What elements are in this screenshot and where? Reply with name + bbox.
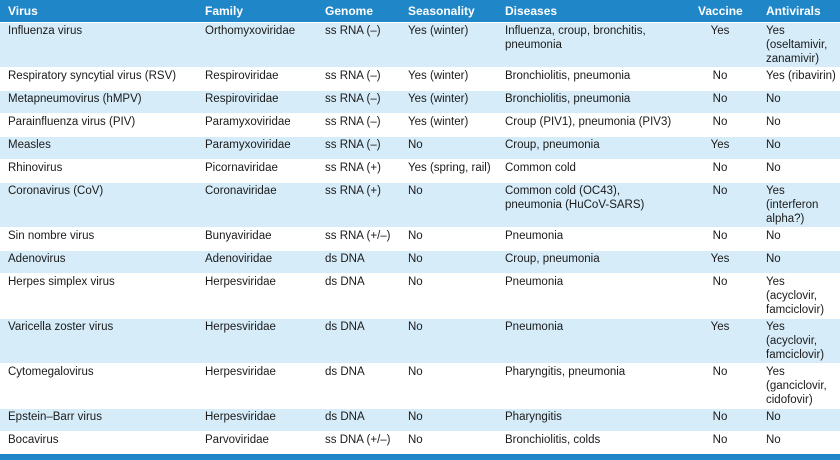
cell-genome: ds DNA [317,274,400,319]
cell-genome: ss RNA (+) [317,160,400,183]
cell-genome: ss RNA (–) [317,68,400,91]
table-row [0,228,840,251]
table-header [0,0,840,23]
cell-antivirals: No [758,409,840,432]
cell-genome: ds DNA [317,364,400,409]
cell-antivirals: No [758,228,840,251]
cell-antivirals: No [758,432,840,455]
cell-genome: ds DNA [317,409,400,432]
cell-vaccine: Yes [690,23,758,68]
cell-antivirals: Yes (interferon alpha?) [758,183,840,228]
cell-seasonality: Yes (winter) [400,114,497,137]
cell-diseases: Croup, pneumonia [497,251,690,274]
cell-diseases: Bronchiolitis, colds [497,432,690,455]
cell-seasonality: No [400,137,497,160]
cell-antivirals: No [758,137,840,160]
cell-seasonality: Yes (winter) [400,23,497,68]
table-row [0,68,840,91]
table-row [0,432,840,455]
cell-diseases: Common cold (OC43), pneumonia (HuCoV-SARS) [497,183,690,228]
cell-genome: ds DNA [317,319,400,364]
table-bottom-rule [0,454,840,460]
cell-vaccine: Yes [690,251,758,274]
cell-seasonality: No [400,251,497,274]
table-row [0,274,840,319]
cell-seasonality: No [400,364,497,409]
cell-family: Herpesviridae [197,409,317,432]
cell-seasonality: No [400,319,497,364]
cell-family: Coronaviridae [197,183,317,228]
cell-virus: Bocavirus [0,432,197,455]
cell-vaccine: No [690,432,758,455]
table-row [0,319,840,364]
cell-virus: Herpes simplex virus [0,274,197,319]
cell-genome: ss RNA (–) [317,114,400,137]
cell-diseases: Croup (PIV1), pneumonia (PIV3) [497,114,690,137]
table-row [0,183,840,228]
cell-virus: Measles [0,137,197,160]
header-seasonality: Seasonality [400,0,497,23]
cell-virus: Influenza virus [0,23,197,68]
cell-diseases: Bronchiolitis, pneumonia [497,91,690,114]
header-vaccine: Vaccine [690,0,758,23]
table-row [0,23,840,68]
cell-antivirals: No [758,251,840,274]
table-row [0,91,840,114]
cell-genome: ss RNA (+/–) [317,228,400,251]
table-body [0,23,840,455]
cell-seasonality: No [400,274,497,319]
cell-seasonality: No [400,228,497,251]
cell-diseases: Pharyngitis [497,409,690,432]
cell-family: Paramyxoviridae [197,137,317,160]
cell-vaccine: No [690,68,758,91]
cell-family: Bunyaviridae [197,228,317,251]
cell-seasonality: Yes (winter) [400,68,497,91]
cell-genome: ss RNA (–) [317,137,400,160]
cell-family: Respiroviridae [197,91,317,114]
header-antivirals: Antivirals [758,0,840,23]
cell-antivirals: No [758,160,840,183]
table-row [0,251,840,274]
cell-antivirals: Yes (ganciclovir, cidofovir) [758,364,840,409]
cell-diseases: Pneumonia [497,274,690,319]
cell-vaccine: Yes [690,137,758,160]
cell-family: Herpesviridae [197,364,317,409]
table-row [0,137,840,160]
cell-antivirals: Yes (ribavirin) [758,68,840,91]
cell-vaccine: No [690,364,758,409]
cell-seasonality: No [400,409,497,432]
cell-virus: Respiratory syncytial virus (RSV) [0,68,197,91]
cell-vaccine: No [690,274,758,319]
cell-seasonality: Yes (spring, rail) [400,160,497,183]
cell-virus: Metapneumovirus (hMPV) [0,91,197,114]
cell-vaccine: No [690,228,758,251]
cell-virus: Parainfluenza virus (PIV) [0,114,197,137]
cell-diseases: Influenza, croup, bronchitis, pneumonia [497,23,690,68]
cell-family: Picornaviridae [197,160,317,183]
cell-family: Respiroviridae [197,68,317,91]
cell-diseases: Common cold [497,160,690,183]
cell-genome: ss RNA (–) [317,91,400,114]
cell-vaccine: No [690,183,758,228]
header-family: Family [197,0,317,23]
cell-seasonality: Yes (winter) [400,91,497,114]
header-genome: Genome [317,0,400,23]
cell-genome: ss RNA (–) [317,23,400,68]
cell-family: Adenoviridae [197,251,317,274]
cell-antivirals: Yes (acyclovir, famciclovir) [758,274,840,319]
cell-vaccine: Yes [690,319,758,364]
cell-diseases: Croup, pneumonia [497,137,690,160]
cell-antivirals: No [758,114,840,137]
cell-seasonality: No [400,183,497,228]
cell-diseases: Pneumonia [497,319,690,364]
cell-diseases: Pneumonia [497,228,690,251]
cell-genome: ss DNA (+/–) [317,432,400,455]
cell-family: Parvoviridae [197,432,317,455]
cell-virus: Adenovirus [0,251,197,274]
header-row [0,0,840,23]
cell-genome: ss RNA (+) [317,183,400,228]
cell-vaccine: No [690,160,758,183]
cell-vaccine: No [690,114,758,137]
cell-family: Paramyxoviridae [197,114,317,137]
table-row [0,160,840,183]
cell-family: Orthomyxoviridae [197,23,317,68]
cell-genome: ds DNA [317,251,400,274]
cell-antivirals: Yes (acyclovir, famciclovir) [758,319,840,364]
cell-vaccine: No [690,91,758,114]
cell-virus: Coronavirus (CoV) [0,183,197,228]
cell-vaccine: No [690,409,758,432]
cell-antivirals: Yes (oseltamivir, zanamivir) [758,23,840,68]
cell-virus: Cytomegalovirus [0,364,197,409]
cell-diseases: Bronchiolitis, pneumonia [497,68,690,91]
cell-virus: Epstein–Barr virus [0,409,197,432]
cell-virus: Sin nombre virus [0,228,197,251]
table-row [0,364,840,409]
cell-seasonality: No [400,432,497,455]
table-row [0,114,840,137]
cell-family: Herpesviridae [197,319,317,364]
table-row [0,409,840,432]
header-virus: Virus [0,0,197,23]
cell-family: Herpesviridae [197,274,317,319]
cell-antivirals: No [758,91,840,114]
cell-virus: Varicella zoster virus [0,319,197,364]
header-diseases: Diseases [497,0,690,23]
cell-virus: Rhinovirus [0,160,197,183]
cell-diseases: Pharyngitis, pneumonia [497,364,690,409]
